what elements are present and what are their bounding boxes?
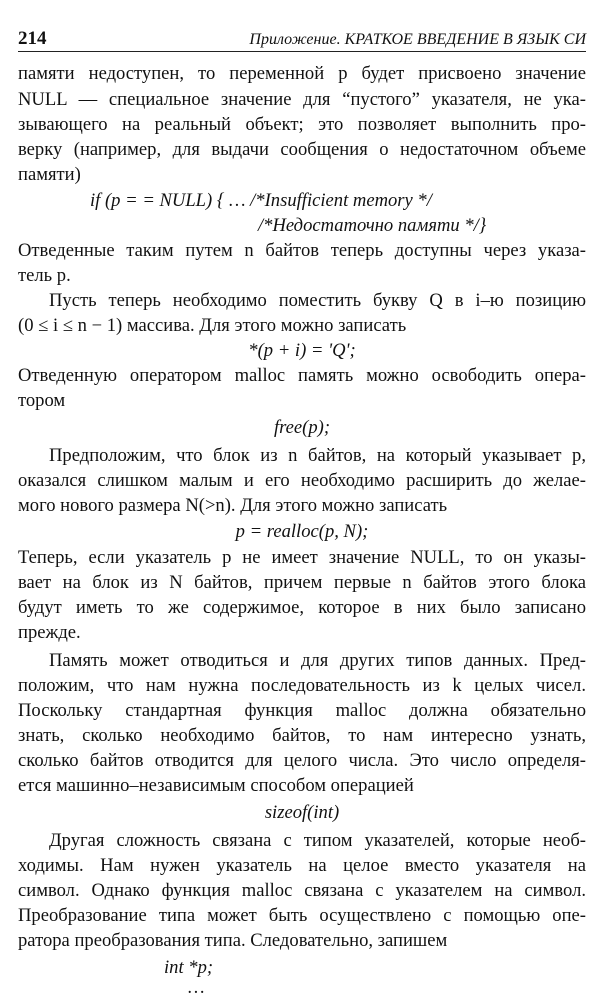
text-line: положим, что нам нужна последовательность из k целых чисел. bbox=[18, 675, 586, 696]
running-title: Приложение. КРАТКОЕ ВВЕДЕНИЕ В ЯЗЫК СИ bbox=[249, 31, 586, 48]
text-line: знать, сколько необходимо байтов, то нам интересно узнать, bbox=[18, 725, 586, 746]
code-line: /*Недостаточно памяти */} bbox=[258, 215, 487, 236]
text-line: Поскольку стандартная функция malloc должна обязательно bbox=[18, 700, 586, 721]
text-line: тором bbox=[18, 390, 66, 411]
code-line: *(p + i) = 'Q'; bbox=[248, 340, 356, 361]
text-line: оказался слишком малым и его необходимо расширить до желае- bbox=[18, 470, 586, 491]
text-line: Отведенную оператором malloc память можно освободить опера- bbox=[18, 365, 586, 386]
text-line: Отведенные таким путем n байтов теперь доступны через указа- bbox=[18, 240, 586, 261]
text-line: Память может отводиться и для других типов данных. Пред- bbox=[49, 650, 586, 671]
code-line: sizeof(int) bbox=[264, 802, 340, 823]
text-line: вает на блок из N байтов, причем первые n байтов этого блока bbox=[18, 572, 586, 593]
text-line: сколько байтов отводится для целого числа. Это число определя- bbox=[18, 750, 586, 771]
page-header bbox=[18, 28, 586, 50]
text-line: Другая сложность связана с типом указателей, которые необ- bbox=[49, 830, 586, 851]
code-line: p = realloc(p, N); bbox=[235, 521, 369, 542]
code-line: … bbox=[188, 977, 205, 998]
code-line: free(p); bbox=[273, 417, 331, 438]
text-line: прежде. bbox=[18, 622, 81, 643]
text-line: памяти) bbox=[18, 164, 81, 185]
text-line: (0 ≤ i ≤ n − 1) массива. Для этого можно записать bbox=[18, 315, 407, 336]
page-number: 214 bbox=[18, 28, 47, 49]
text-line: зывающего на реальный объект; это позволяет выполнить про- bbox=[18, 114, 586, 135]
text-line: Пусть теперь необходимо поместить букву Q в i–ю позицию bbox=[49, 290, 586, 311]
text-line: мого нового размера N(>n). Для этого можно записать bbox=[18, 495, 448, 516]
text-line: верку (например, для выдачи сообщения о недостаточном объеме bbox=[18, 139, 586, 160]
text-line: Теперь, если указатель p не имеет значение NULL, то он указы- bbox=[18, 547, 586, 568]
text-line: ратора преобразования типа. Следовательно, запишем bbox=[18, 930, 448, 951]
code-line: if (p = = NULL) { … /*Insufficient memory */ bbox=[90, 190, 432, 211]
text-line: ется машинно–независимым способом операцией bbox=[18, 775, 414, 796]
text-line: Преобразование типа может быть осуществлено с помощью опе- bbox=[18, 905, 586, 926]
text-line: будут иметь то же содержимое, которое в них было записано bbox=[18, 597, 586, 618]
text-line: NULL — специальное значение для “пустого” указателя, не ука- bbox=[18, 89, 586, 110]
text-line: символ. Однако функция malloc связана с указателем на символ. bbox=[18, 880, 586, 901]
header-rule bbox=[18, 51, 586, 52]
text-line: Предположим, что блок из n байтов, на который указывает p, bbox=[49, 445, 586, 466]
text-line: памяти недоступен, то переменной p будет присвоено значение bbox=[18, 63, 586, 84]
text-line: ходимы. Нам нужен указатель на целое вместо указателя на bbox=[18, 855, 586, 876]
text-line: тель p. bbox=[18, 265, 71, 286]
code-line: int *p; bbox=[164, 957, 214, 978]
